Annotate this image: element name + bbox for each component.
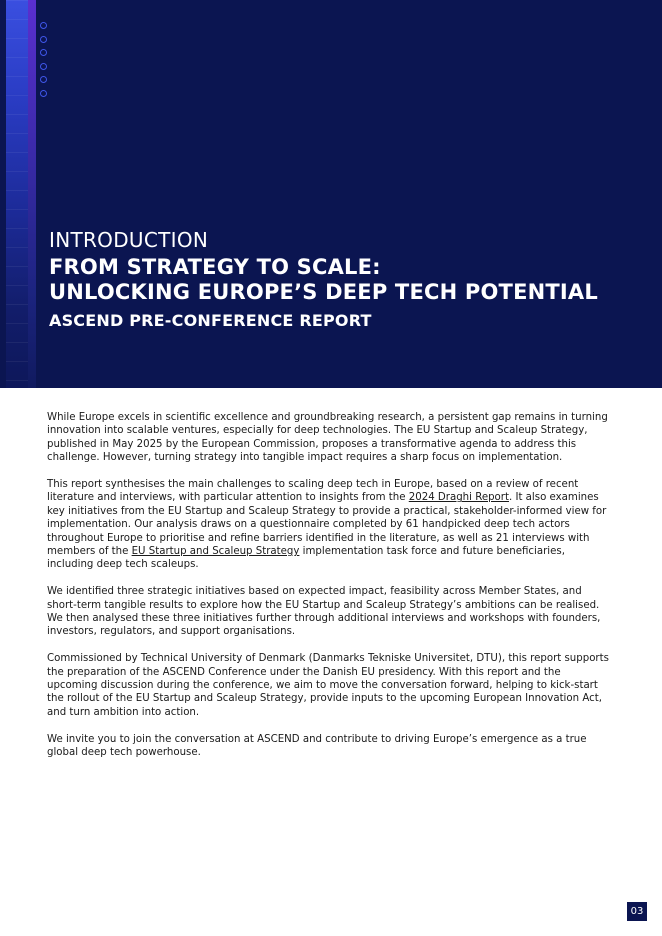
page-number: 03: [627, 902, 647, 921]
circle-dot-icon: [40, 76, 47, 83]
circle-dot-icon: [40, 36, 47, 43]
circle-dot-icon: [40, 22, 47, 29]
paragraph-2-part-b: . It also examines key initiatives from the EU Startup and Scaleup Strategy to provide a practical, stakeholder-informed view for implementation. Our analysis draws on a questionnaire completed by 61 handpicked deep tech actors throughout Europe to prioritise and refine barriers identified in the literature, as well as 21 interviews with members of the: [47, 492, 607, 558]
paragraph-5: We invite you to join the conversation at ASCEND and contribute to driving Europe’s emergence as a true global deep tech powerhouse.: [47, 733, 587, 759]
paragraph-3: We identified three strategic initiatives based on expected impact, feasibility across Member States, and short-term tangible results to explore how the EU Startup and Scaleup Strategy’s ambitions can be realised. We then analysed these three initiatives further through additional interviews and workshops with founders, investors, regulators, and support organisations.: [47, 586, 601, 638]
circle-dot-icon: [40, 49, 47, 56]
paragraph-2-part-c: implementation task force and future beneficiaries, including deep tech scaleups.: [47, 546, 565, 571]
eu-strategy-link[interactable]: EU Startup and Scaleup Strategy: [131, 546, 300, 558]
paragraph-4: Commissioned by Technical University of Denmark (Danmarks Tekniske Universitet, DTU), this report supports the preparation of the ASCEND Conference under the Danish EU presidency. With this report and the upcoming discussion during the conference, we aim to move the conversation forward, helping to kick-start the rollout of the EU Startup and Scaleup Strategy, provide inputs to the upcoming European Innovation Act, and turn ambition into action.: [47, 653, 609, 718]
decorative-dots: [40, 22, 48, 103]
page-title-line-1: FROM STRATEGY TO SCALE:: [49, 255, 381, 279]
paragraph-1: While Europe excels in scientific excellence and groundbreaking research, a persistent gap remains in turning innovation into scalable ventures, especially for deep technologies. The EU Startup and Scaleup Strategy, published in May 2025 by the European Commission, proposes a transformative agenda to address this challenge. However, turning strategy into tangible impact requires a sharp focus on implementation.: [47, 412, 608, 464]
hero-text: [49, 228, 649, 331]
decorative-stripe-purple: [28, 0, 36, 388]
circle-dot-icon: [40, 90, 47, 97]
body-text: [47, 411, 613, 773]
page-title: [49, 255, 649, 305]
draghi-report-link[interactable]: 2024 Draghi Report: [408, 492, 509, 504]
hero-banner: [0, 0, 662, 388]
page-title-line-2: UNLOCKING EUROPE’S DEEP TECH POTENTIAL: [49, 280, 598, 304]
paragraph-2-part-a: This report synthesises the main challenges to scaling deep tech in Europe, based on a review of recent literature and interviews, with particular attention to insights from the: [47, 479, 579, 504]
circle-dot-icon: [40, 63, 47, 70]
paragraph-2: [47, 478, 613, 572]
decorative-stripe-lines: [6, 0, 28, 388]
page-subtitle: ASCEND PRE-CONFERENCE REPORT: [49, 311, 372, 330]
section-label: INTRODUCTION: [49, 228, 209, 252]
